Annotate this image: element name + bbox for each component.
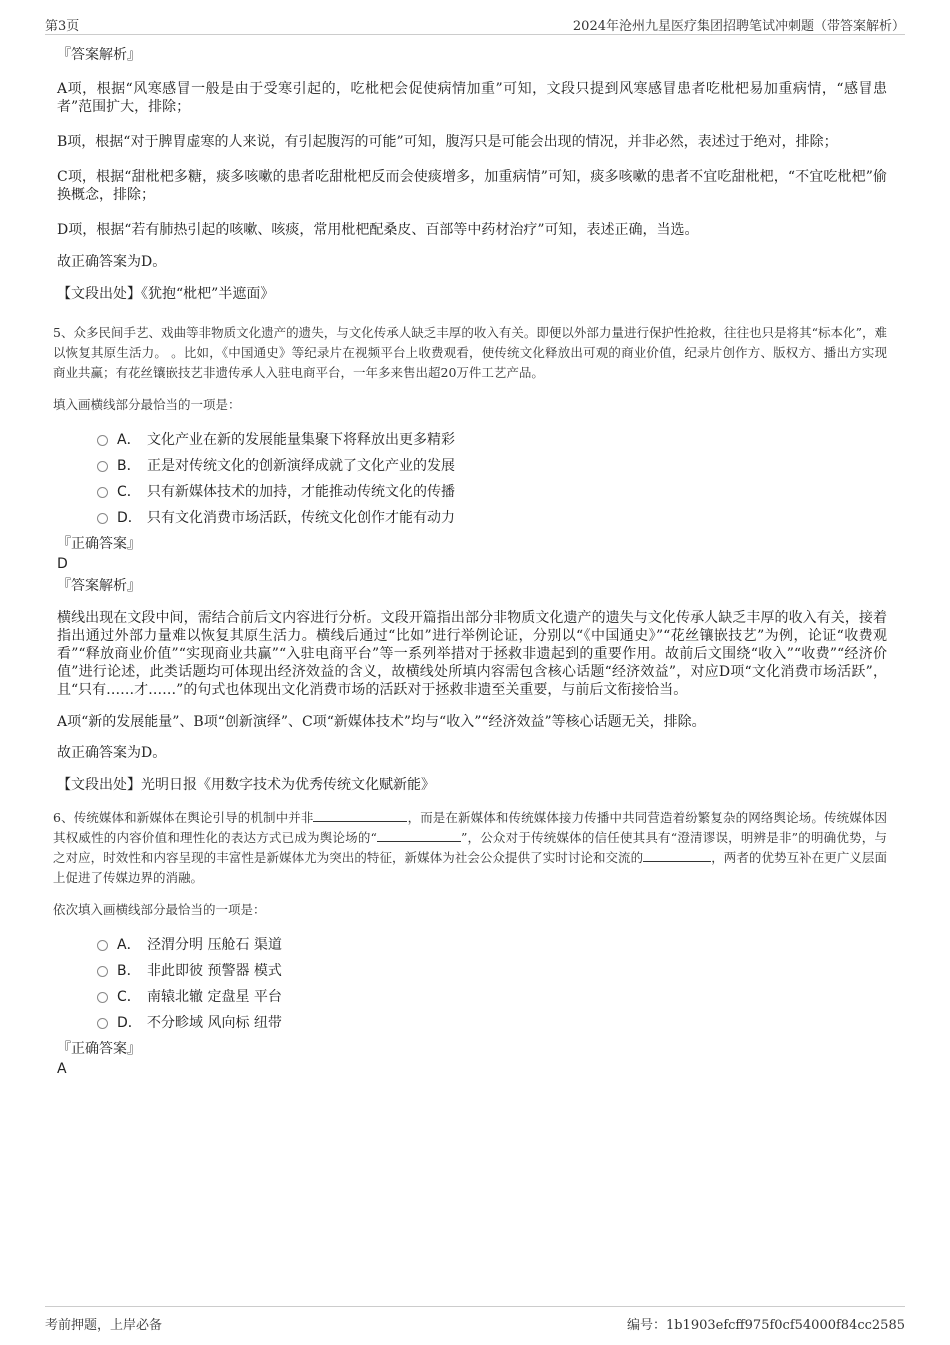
- q6-option-b[interactable]: B． 非此即彼 预警器 模式: [57, 958, 887, 984]
- q6-option-c[interactable]: C． 南辕北辙 定盘星 平台: [57, 984, 887, 1010]
- q4-analysis-c: C项，根据“甜枇杷多糖，痰多咳嗽的患者吃甜枇杷反而会使痰增多，加重病情”可知，痰多咳嗽的患者不宜吃甜枇杷，“不宜吃枇杷”偷换概念，排除；: [57, 169, 887, 203]
- document-title: 2024年沧州九星医疗集团招聘笔试冲刺题（带答案解析）: [572, 19, 905, 34]
- page-footer: [45, 1306, 905, 1333]
- q5-stem: 5、众多民间手艺、戏曲等非物质文化遗产的遗失，与文化传承人缺乏丰厚的收入有关。即便以外部力量进行保护性抢救，往往也只是将其“标本化”，难以恢复其原生活力。 。比如，《中国通史》等纪录片在视频平台上收费观看，使传统文化释放出可观的商业价值，纪录片创作方、版权方、播出方实现商业共赢；有花丝镶嵌技艺非遗传承人入驻电商平台，一年多来售出超20万件工艺产品。: [53, 325, 887, 380]
- q5-option-c[interactable]: C． 只有新媒体技术的加持，才能推动传统文化的传播: [57, 479, 887, 505]
- q4-analysis-d: D项，根据“若有肺热引起的咳嗽、咳痰，常用枇杷配桑皮、百部等中药材治疗”可知，表述正确，当选。: [57, 222, 699, 238]
- q6-option-a[interactable]: A． 泾渭分明 压舱石 渠道: [57, 932, 887, 958]
- radio-icon[interactable]: [97, 435, 108, 446]
- q4-conclusion: 故正确答案为D。: [57, 254, 167, 270]
- q4-source: 【文段出处】《犹抱“枇杷”半遮面》: [57, 286, 275, 302]
- q6-correct-label: 『正确答案』: [57, 1041, 141, 1057]
- q5-option-d[interactable]: D． 只有文化消费市场活跃，传统文化创作才能有动力: [57, 505, 887, 531]
- q4-analysis-a: A项，根据“风寒感冒一般是由于受寒引起的，吃枇杷会促使病情加重”可知，文段只提到风寒感冒患者吃枇杷易加重病情，“感冒患者”范围扩大，排除；: [57, 81, 887, 115]
- radio-icon[interactable]: [97, 992, 108, 1003]
- q5-conclusion: 故正确答案为D。: [57, 745, 167, 761]
- q4-analysis-label: 『答案解析』: [57, 47, 141, 63]
- q5-option-a[interactable]: A． 文化产业在新的发展能量集聚下将释放出更多精彩: [57, 427, 887, 453]
- q5-prompt: 填入画横线部分最恰当的一项是：: [53, 397, 241, 412]
- footer-slogan: 考前押题，上岸必备: [45, 1318, 163, 1333]
- radio-icon[interactable]: [97, 966, 108, 977]
- q6-stem: 6、传统媒体和新媒体在舆论引导的机制中并非 ，而是在新媒体和传统媒体接力传播中共同营造着纷繁复杂的网络舆论场。传统媒体因其权威性的内容价值和理性化的表达方式已成为舆论场的“ ”，公众对于传统媒体的信任使其具有“澄清谬误，明辨是非”的明确优势，与之对应，时效性和内容呈现的丰富性是新媒体尤为突出的特征，新媒体为社会公众提供了实时讨论和交流的 ，两者的优势互补在更广义层面上促进了传媒边界的消融。: [53, 810, 887, 885]
- q5-correct-label: 『正确答案』: [57, 536, 141, 552]
- blank-1: [313, 809, 407, 822]
- q6-prompt: 依次填入画横线部分最恰当的一项是：: [53, 902, 266, 917]
- q6-options: [57, 932, 887, 1036]
- q6-correct-answer: A: [57, 1061, 67, 1077]
- document-id: 编号：1b1903efcff975f0cf54000f84cc2585: [626, 1318, 905, 1333]
- radio-icon[interactable]: [97, 461, 108, 472]
- page-number: 第3页: [45, 19, 80, 34]
- q5-correct-answer: D: [57, 556, 68, 572]
- radio-icon[interactable]: [97, 940, 108, 951]
- page-content: [53, 46, 887, 1078]
- q5-option-b[interactable]: B． 正是对传统文化的创新演绎成就了文化产业的发展: [57, 453, 887, 479]
- q6-option-d[interactable]: D． 不分畛域 风向标 纽带: [57, 1010, 887, 1036]
- radio-icon[interactable]: [97, 487, 108, 498]
- q5-analysis-label: 『答案解析』: [57, 578, 141, 594]
- q5-source: 【文段出处】光明日报《用数字技术为优秀传统文化赋新能》: [57, 777, 435, 793]
- radio-icon[interactable]: [97, 513, 108, 524]
- page-header: [45, 12, 905, 35]
- q5-options: [57, 427, 887, 531]
- q5-analysis-main: 横线出现在文段中间，需结合前后文内容进行分析。文段开篇指出部分非物质文化遗产的遗失与文化传承人缺乏丰厚的收入有关，接着指出通过外部力量难以恢复其原生活力。横线后通过“比如”进行举例论证，分别以“《中国通史》”“花丝镶嵌技艺”为例，论证“收费观看”“释放商业价值”“实现商业共赢”“入驻电商平台”等一系列举措对于拯救非遗起到的重要作用。故前后文围绕“收入”“收费”“经济价值”进行论述，此类话题均可体现出经济效益的含义，故横线处所填内容需包含核心话题“经济效益”，对应D项“文化消费市场活跃”，且“只有……才……”的句式也体现出文化消费市场的活跃对于拯救非遗至关重要，与前后文衔接恰当。: [57, 610, 887, 698]
- blank-2: [377, 829, 461, 842]
- radio-icon[interactable]: [97, 1018, 108, 1029]
- blank-3: [643, 849, 711, 862]
- q4-analysis-b: B项，根据“对于脾胃虚寒的人来说，有引起腹泻的可能”可知，腹泻只是可能会出现的情况，并非必然，表述过于绝对，排除；: [57, 134, 838, 150]
- q5-analysis-options: A项“新的发展能量”、B项“创新演绎”、C项“新媒体技术”均与“收入”“经济效益”等核心话题无关，排除。: [57, 714, 706, 730]
